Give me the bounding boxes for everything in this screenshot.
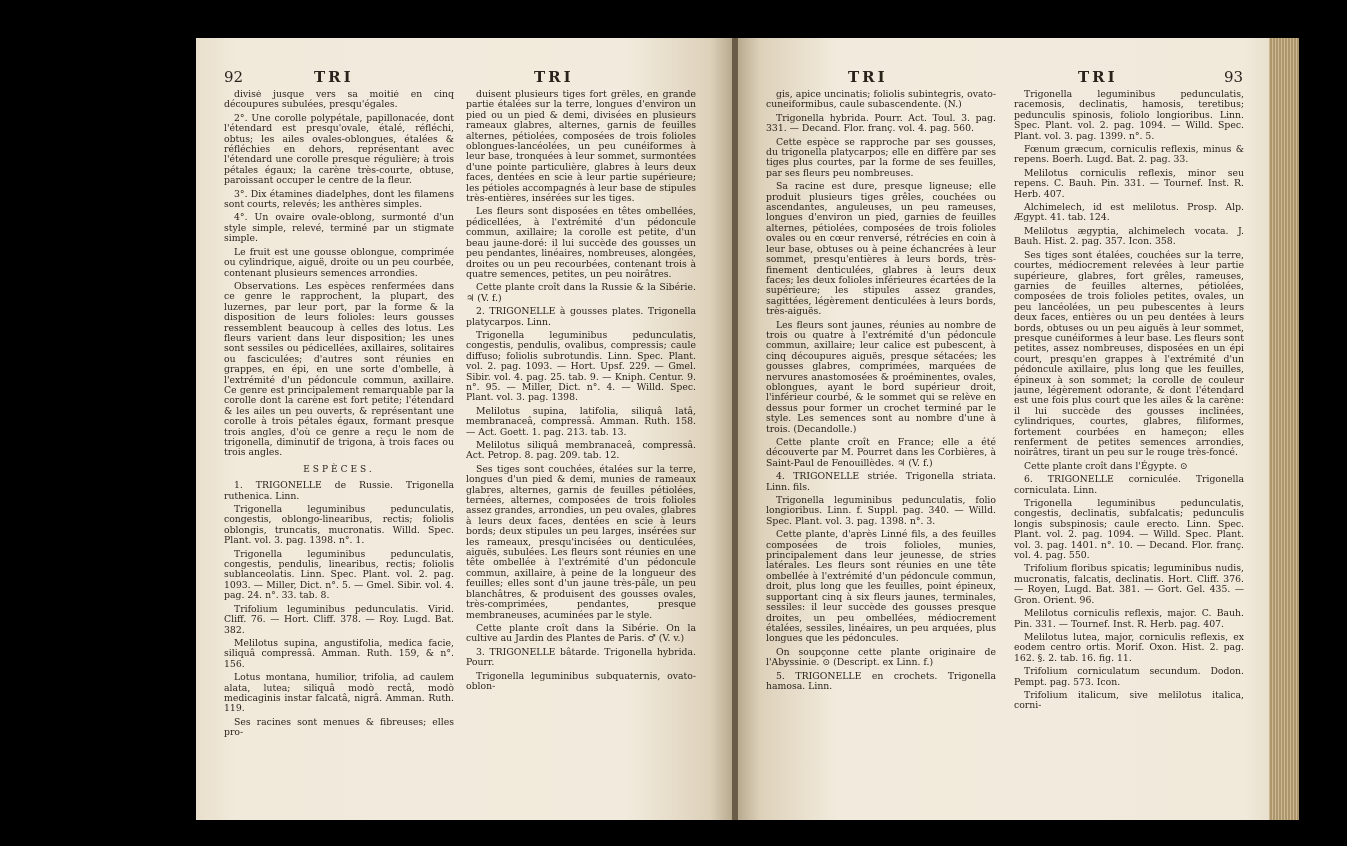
- paragraph: 3°. Dix étamines diadelphes, dont les filamens sont courts, relevés; les anthères simples.: [224, 188, 454, 211]
- left-column-1: [224, 90, 454, 810]
- paragraph: Cette plante croît dans l'Égypte. ⊙: [1024, 460, 1188, 472]
- paragraph: Trigonella hybrida. Pourr. Act. Toul. 3. pag. 331. — Decand. Flor. franç. vol. 4. pag. 560.: [766, 112, 996, 135]
- paragraph: 2. TRIGONELLE à gousses plates. Trigonella platycarpos. Linn.: [466, 306, 696, 328]
- left-column-2: [466, 90, 696, 810]
- paragraph: Observations. Les espèces renfermées dans ce genre le rapprochent, la plupart, des luzernes, par leur port, par la forme & la disposition de leurs folioles: leurs gousses ressemblent beaucoup à celles des lotus. Les fleurs varient dans leur disposition; les unes sont sessiles ou pédicellées, axillaires, solitaires ou fasciculées; d'autres sont réunies en grappes, en épi, en une sorte d'ombelle, à l'extrémité d'un pédoncule commun, axillaire. Ce genre est principalement remarquable par la corolle dont la carène est fort petite; l'étendard & les ailes un peu ouverts, & représentant une corolle à trois pétales égaux, formant presque trois angles, d'où ce genre a reçu le nom de trigonella, diminutif de trigona, à trois faces ou trois angles.: [224, 280, 454, 459]
- paragraph: Trifolium corniculatum secundum. Dodon. Pempt. pag. 573. Icon.: [1014, 666, 1244, 688]
- paragraph: Lotus montana, humilior, trifolia, ad caulem alata, lutea; siliquâ modò rectâ, modò medicaginis instar falcatâ, nigrâ. Amman. Ruth. 119.: [224, 672, 454, 715]
- paragraph: Le fruit est une gousse oblongue, comprimée ou cylindrique, aiguë, droite ou un peu courbée, contenant plusieurs semences arrondies.: [224, 246, 454, 279]
- paragraph: duisent plusieurs tiges fort grêles, en grande partie étalées sur la terre, longues d'environ un pied ou un pied & demi, divisées en plusieurs rameaux glabres, alternes, garnis de feuilles alternes, pétiolées, composées de trois folioles oblongues-lancéolées, un peu cunéiformes à leur base, tronquées à leur sommet, surmontées d'une pointe particulière, glabres à leurs deux faces, dentées en scie à leur partie supérieure; les pétioles accompagnés à leur base de stipules très-entières, insérées sur les tiges.: [466, 90, 696, 205]
- paragraph: Cette plante croît dans la Sibérie. On la cultive au Jardin des Plantes de Paris. ♂ (V. v.): [466, 622, 696, 645]
- paragraph: Ses tiges sont étalées, couchées sur la terre, courtes, médiocrement relevées à leur partie supérieure, glabres, fort grêles, rameuses, garnies de feuilles alternes, pétiolées, composées de trois folioles petites, ovales, un peu lancéolées, un peu pubescentes à leurs deux faces, entières ou un peu dentées à leurs bords, obtuses ou un peu aiguës à leur sommet, presque cunéiformes à leur base. Les fleurs sont petites, assez nombreuses, disposées en un épi court, presqu'en grappes à l'extrémité d'un pédoncule axillaire, plus long que les feuilles, épineux à son sommet; la corolle de couleur jaune, légèrement odorante, & dont l'étendard est une fois plus court que les ailes & la carène: il lui succède des gousses inclinées, cylindriques, courtes, glabres, filiformes, fortement courbées en hameçon; elles renferment de petites semences arrondies, noirâtres, tirant un peu sur le rouge très-foncé.: [1014, 249, 1244, 459]
- paragraph: Les fleurs sont jaunes, réunies au nombre de trois ou quatre à l'extrémité d'un pédoncule commun, axillaire; leur calice est pubescent, à cinq découpures aiguës, presque sétacées; les gousses glabres, comprimées, marquées de nervures anastomosées & proéminentes, ovales, oblongues, ayant le bord supérieur droit, l'inférieur courbé, & le sommet qui se relève en dessus pour former un crochet terminé par le style. Les semences sont au nombre d'une à trois. (Decandolle.): [766, 319, 996, 435]
- paragraph: Cette espèce se rapproche par ses gousses, du trigonella platycarpos; elle en diffère par ses tiges plus courtes, par la forme de ses feuilles, par ses fleurs peu nombreuses.: [766, 136, 996, 179]
- paragraph: On soupçonne cette plante originaire de l'Abyssinie. ⊙ (Descript. ex Linn. f.): [766, 646, 996, 669]
- running-head-right-1: TRI: [848, 68, 888, 86]
- paragraph: Melilotus lutea, major, corniculis reflexis, ex eodem centro ortis. Morif. Oxon. Hist. 2. pag. 162. §. 2. tab. 16. fig. 11.: [1014, 631, 1244, 664]
- paragraph: divisé jusque vers sa moitié en cinq découpures subulées, presqu'égales.: [224, 90, 454, 111]
- paragraph: Les fleurs sont disposées en têtes ombellées, pédicellées, à l'extrémité d'un pédoncule commun, axillaire; la corolle est petite, d'un beau jaune-doré: il lui succède des gousses un peu pendantes, linéaires, nombreuses, alongées, droites ou un peu recourbées, contenant trois à quatre semences, petites, un peu noirâtres.: [466, 206, 696, 280]
- paragraph: Trigonella leguminibus subquaternis, ovato-oblon-: [466, 670, 696, 692]
- paragraph: 2°. Une corolle polypétale, papillonacée, dont l'étendard est presqu'ovale, étalé, réfléchi, obtus; les ailes ovales-oblongues, étalées & réfléchies en dehors, représentant avec l'étendard une corolle presque régulière; à trois pétales égaux; la carène très-courte, obtuse, paroissant occuper le centre de la fleur.: [224, 112, 454, 187]
- paragraph: 1. TRIGONELLE de Russie. Trigonella ruthenica. Linn.: [224, 480, 454, 502]
- paragraph: Trigonella leguminibus pedunculatis, folio longioribus. Linn. f. Suppl. pag. 340. — Willd. Spec. Plant. vol. 3. pag. 1398. n°. 3.: [766, 495, 996, 527]
- paragraph: Cette plante croît en France; elle a été découverte par M. Pourret dans les Corbières, à Saint-Paul de Fenouillèdes. ♃ (V. f.): [766, 437, 996, 469]
- paragraph: Trigonella leguminibus pedunculatis, congestis, pendulis, ovalibus, compressis; caule diffuso; foliolis subrotundis. Linn. Spec. Plant. vol. 2. pag. 1093. — Hort. Upsf. 229. — Gmel. Sibir. vol. 4. pag. 25. tab. 9. — Kniph. Centur. 9. n°. 95. — Miller, Dict. n°. 4. — Willd. Spec. Plant. vol. 3. pag. 1398.: [466, 329, 696, 404]
- paragraph: 5. TRIGONELLE en crochets. Trigonella hamosa. Linn.: [766, 670, 996, 692]
- running-head-left-1: TRI: [314, 68, 354, 86]
- running-head-left-2: TRI: [534, 68, 574, 86]
- paragraph: 6. TRIGONELLE corniculée. Trigonella corniculata. Linn.: [1014, 474, 1244, 496]
- page-number-left: 92: [224, 68, 244, 86]
- paragraph: 4°. Un ovaire ovale-oblong, surmonté d'un style simple, relevé, terminé par un stigmate simple.: [224, 212, 454, 245]
- paragraph: Trigonella leguminibus pedunculatis, racemosis, declinatis, hamosis, teretibus; pedunculis spinosis, foliolo longioribus. Linn. Spec. Plant. vol. 2. pag. 1094. — Willd. Spec. Plant. vol. 3. pag. 1399. n°. 5.: [1014, 90, 1244, 142]
- running-head-right-2: TRI: [1078, 68, 1118, 86]
- paragraph: Melilotus corniculis reflexis, minor seu repens. C. Bauh. Pin. 331. — Tournef. Inst. R. Herb. 407.: [1014, 167, 1244, 200]
- paragraph: gis, apice uncinatis; foliolis subintegris, ovato-cuneiformibus, caule subascendente. (N.): [766, 90, 996, 111]
- paragraph: 3. TRIGONELLE bâtarde. Trigonella hybrida. Pourr.: [466, 646, 696, 669]
- paragraph: Melilotus corniculis reflexis, major. C. Bauh. Pin. 331. — Tournef. Inst. R. Herb. pag. 407.: [1014, 608, 1244, 630]
- paragraph: Cette plante croît dans la Russie & la Sibérie. ♃ (V. f.): [466, 282, 696, 304]
- paragraph: Sa racine est dure, presque ligneuse; elle produit plusieurs tiges grêles, couchées ou ascendantes, anguleuses, un peu rameuses, longues d'environ un pied, garnies de feuilles alternes, pétiolées, composées de trois folioles ovales ou en cœur renversé, rétrécies en coin à leur base, obtuses ou à peine échancrées à leur sommet, presqu'entières à leurs bords, très-finement denticulées, glabres à leurs deux faces; les deux folioles inférieures écartées de la supérieure; les stipules assez grandes, sagittées, légèrement denticulées à leurs bords, très-aiguës.: [766, 181, 996, 318]
- right-column-1: [766, 90, 996, 810]
- right-page: [738, 38, 1299, 820]
- paragraph: Ses tiges sont couchées, étalées sur la terre, longues d'un pied & demi, munies de rameaux glabres, alternes, garnis de feuilles pétiolées, ternées, alternes, composées de trois folioles assez grandes, arrondies, un peu ovales, glabres à leurs deux faces, dentées en scie à leurs bords; deux stipules un peu larges, insérées sur les rameaux, presqu'incisées ou denticulées, aiguës, subulées. Les fleurs sont réunies en une tête ombellée à l'extrémité d'un pédoncule commun, axillaire, à peine de la longueur des feuilles; elles sont d'un jaune très-pâle, un peu blanchâtres, & produisent des gousses ovales, très-comprimées, pendantes, presque membraneuses, acuminées par le style.: [466, 463, 696, 621]
- paragraph: 4. TRIGONELLE striée. Trigonella striata. Linn. fils.: [766, 471, 996, 493]
- open-book: [196, 38, 1299, 820]
- paragraph: ESPÈCES.: [303, 464, 375, 475]
- paragraph: Alchimelech, id est melilotus. Prosp. Alp. Ægypt. 41. tab. 124.: [1014, 202, 1244, 224]
- page-edges: [1269, 38, 1299, 820]
- paragraph: Melilotus ægyptia, alchimelech vocata. J. Bauh. Hist. 2. pag. 357. Icon. 358.: [1014, 225, 1244, 248]
- page-number-right: 93: [1224, 68, 1244, 86]
- paragraph: Trifolium floribus spicatis; leguminibus nudis, mucronatis, falcatis, declinatis. Hort. Cliff. 376. — Royen, Lugd. Bat. 381. — Gort. Gel. 435. — Gron. Orient. 96.: [1014, 563, 1244, 606]
- paragraph: Melilotus siliquâ membranaceâ, compressâ. Act. Petrop. 8. pag. 209. tab. 12.: [466, 440, 696, 462]
- paragraph: Melilotus supina, latifolia, siliquâ latâ, membranaceâ, compressâ. Amman. Ruth. 158. — Act. Goett. 1. pag. 213. tab. 13.: [466, 405, 696, 438]
- paragraph: Trifolium italicum, sive melilotus italica, corni-: [1014, 689, 1244, 712]
- right-column-2: [1014, 90, 1244, 810]
- paragraph: Cette plante, d'après Linné fils, a des feuilles composées de trois folioles, munies, principalement dans leur jeunesse, de stries latérales. Les fleurs sont réunies en une tête ombellée à l'extrémité d'un pédoncule commun, droit, plus long que les feuilles, point épineux, supportant cinq à six fleurs jaunes, terminales, sessiles: il leur succède des gousses presque droites, un peu ombellées, médiocrement étalées, sessiles, linéaires, un peu arquées, plus longues que les pédoncules.: [766, 529, 996, 645]
- paragraph: Trigonella leguminibus pedunculatis, congestis, declinatis, subfalcatis; pedunculis longis subspinosis; caule erecto. Linn. Spec. Plant. vol. 2. pag. 1094. — Willd. Spec. Plant. vol. 3. pag. 1401. n°. 10. — Decand. Flor. franç. vol. 4. pag. 550.: [1014, 498, 1244, 562]
- paragraph: Trifolium leguminibus pedunculatis. Virid. Cliff. 76. — Hort. Cliff. 378. — Roy. Lugd. Bat. 382.: [224, 603, 454, 636]
- paragraph: Trigonella leguminibus pedunculatis, congestis, oblongo-linearibus, rectis; foliolis oblongis, truncatis, mucronatis. Willd. Spec. Plant. vol. 3. pag. 1398. n°. 1.: [224, 504, 454, 547]
- paragraph: Melilotus supina, angustifolia, medica facie, siliquâ compressâ. Amman. Ruth. 159, & n°. 156.: [224, 637, 454, 670]
- paragraph: Ses racines sont menues & fibreuses; elles pro-: [224, 716, 454, 739]
- left-page: [196, 38, 732, 820]
- paragraph: Trigonella leguminibus pedunculatis, congestis, pendulis, linearibus, rectis; foliolis sublanceolatis. Linn. Spec. Plant. vol. 2. pag. 1093. — Miller, Dict. n°. 5. — Gmel. Sibir. vol. 4. pag. 24. n°. 33. tab. 8.: [224, 548, 454, 602]
- paragraph: Fœnum græcum, corniculis reflexis, minus & repens. Boerh. Lugd. Bat. 2. pag. 33.: [1014, 144, 1244, 166]
